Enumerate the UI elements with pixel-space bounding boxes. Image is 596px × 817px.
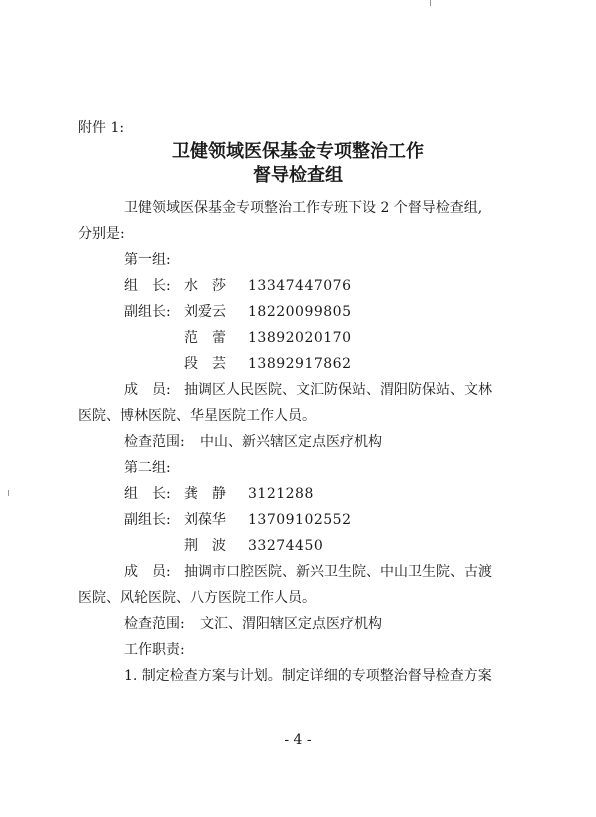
- group1-deputy-name: 段 芸: [184, 356, 226, 372]
- group1-heading: 第一组:: [124, 252, 171, 268]
- group1-members-line-2: 医院、博林医院、华星医院工作人员。: [78, 408, 316, 424]
- group1-deputy-name: 刘爱云: [184, 304, 226, 320]
- group2-leader-phone: 3121288: [248, 486, 314, 502]
- group1-deputy-phone: 18220099805: [248, 304, 352, 320]
- title-line-2: 督导检查组: [253, 165, 343, 186]
- group1-scope: 中山、新兴辖区定点医疗机构: [200, 434, 382, 450]
- page-number: - 4 -: [284, 732, 312, 748]
- group2-leader-name: 龚 静: [184, 486, 226, 502]
- group1-deputy-phone: 13892917862: [248, 356, 352, 372]
- group2-members-line-2: 医院、风轮医院、八方医院工作人员。: [78, 590, 316, 606]
- group1-leader-phone: 13347447076: [248, 278, 352, 294]
- duty-item-1: 1. 制定检查方案与计划。制定详细的专项整治督导检查方案: [124, 668, 492, 684]
- group1-leader-label: 组 长:: [124, 278, 171, 294]
- scan-mark-left: [8, 490, 9, 496]
- group2-heading: 第二组:: [124, 460, 171, 476]
- group2-scope: 文汇、渭阳辖区定点医疗机构: [200, 616, 382, 632]
- scan-mark-top: [430, 0, 431, 6]
- intro-line-1: 卫健领域医保基金专项整治工作专班下设 2 个督导检查组,: [124, 200, 483, 216]
- attachment-label: 附件 1:: [78, 120, 125, 136]
- group2-deputy-phone: 13709102552: [248, 512, 352, 528]
- group2-members-line-1: 抽调市口腔医院、新兴卫生院、中山卫生院、古渡: [184, 564, 492, 580]
- group1-deputy-name: 范 蕾: [184, 330, 226, 346]
- group2-scope-label: 检查范围:: [124, 616, 185, 632]
- group1-leader-name: 水 莎: [184, 278, 226, 294]
- group2-leader-label: 组 长:: [124, 486, 171, 502]
- group2-deputy-label: 副组长:: [124, 512, 171, 528]
- intro-line-2: 分别是:: [78, 226, 125, 242]
- title-line-1: 卫健领域医保基金专项整治工作: [172, 141, 424, 162]
- group1-deputy-phone: 13892020170: [248, 330, 352, 346]
- group2-deputy-phone: 33274450: [248, 538, 324, 554]
- duties-heading: 工作职责:: [124, 642, 185, 658]
- group2-members-label: 成 员:: [124, 564, 171, 580]
- group1-scope-label: 检查范围:: [124, 434, 185, 450]
- group2-deputy-name: 荆 波: [184, 538, 226, 554]
- group1-members-line-1: 抽调区人民医院、文汇防保站、渭阳防保站、文林: [184, 382, 492, 398]
- group1-deputy-label: 副组长:: [124, 304, 171, 320]
- group2-deputy-name: 刘葆华: [184, 512, 226, 528]
- group1-members-label: 成 员:: [124, 382, 171, 398]
